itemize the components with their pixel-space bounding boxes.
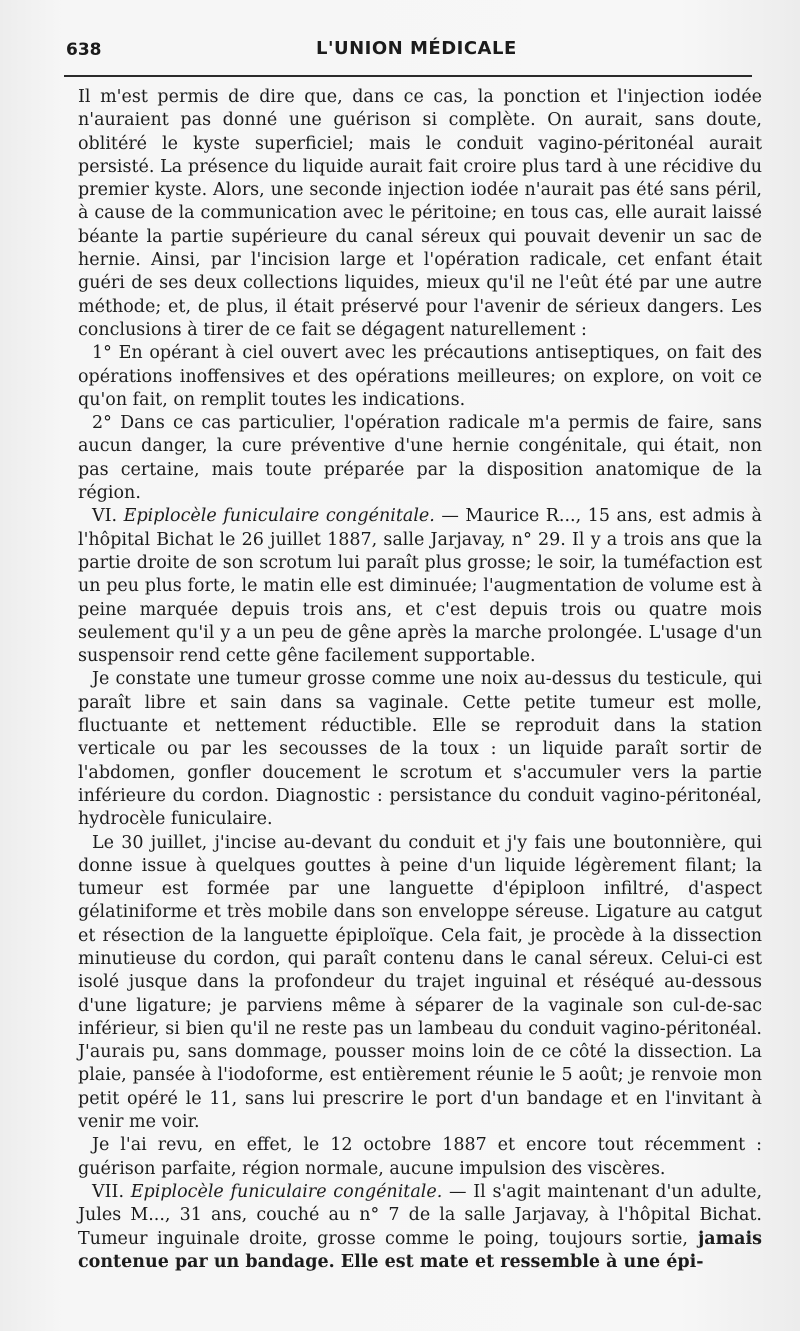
case-text-bold: jamais contenue par un bandage. Elle est mate et ressemble à une épi- [78,1228,762,1272]
paragraph: Le 30 juillet, j'incise au-devant du conduit et j'y fais une boutonnière, qui donne issue à quelques gouttes à peine d'un liquide légèrement filant; la tumeur est formée par une languette d'épiploon infiltré, d'aspect gélatiniforme et très mobile dans son enveloppe séreuse. Ligature au catgut et résection de la languette épiploïque. Cela fait, je procède à la dissection minutieuse du cordon, qui paraît contenu dans le canal séreux. Celui-ci est isolé jusque dans la profondeur du trajet inguinal et réséqué au-dessous d'une ligature; je parviens même à séparer de la vaginale son cul-de-sac inférieur, si bien qu'il ne reste pas un lambeau du conduit vagino-péritonéal. J'aurais pu, sans dommage, pousser moins loin de ce côté la dissection. La plaie, pansée à l'iodoforme, est entièrement réunie le 5 août; je renvoie mon petit opéré le 11, sans lui prescrire le port d'un bandage et en l'invitant à venir me voir. [78,832,762,1133]
case-text: — Il s'agit maintenant d'un adulte, Jules M..., 31 ans, couché au n° 7 de la salle Jarjavay, à l'hôpital Bichat. Tumeur inguinale droite, grosse comme le poing, toujours sortie, [78,1181,763,1249]
journal-title: L'UNION MÉDICALE [316,38,517,59]
article-body [78,86,762,1274]
case-number: VII. [92,1181,131,1202]
case-title: Epiplocèle funiculaire congénitale. [130,1181,443,1202]
paragraph: Je l'ai revu, en effet, le 12 octobre 1887 et encore tout récemment : guérison parfaite, région normale, aucune impulsion des viscères. [78,1135,762,1179]
paragraph: Il m'est permis de dire que, dans ce cas, la ponction et l'injection iodée n'auraient pas donné une guérison si complète. On aurait, sans doute, oblitéré le kyste superficiel; mais le conduit vagino-péritonéal aurait persisté. La présence du liquide aurait fait croire plus tard à une récidive du premier kyste. Alors, une seconde injection iodée n'aurait pas été sans péril, à cause de la communication avec le péritoine; en tous cas, elle aurait laissé béante la partie supérieure du canal séreux qui pouvait devenir un sac de hernie. Ainsi, par l'incision large et l'opération radicale, cet enfant était guéri de ses deux collections liquides, mieux qu'il ne l'eût été par une autre méthode; et, de plus, il était préservé pour l'avenir de sérieux dangers. Les conclusions à tirer de ce fait se dégagent naturellement : [78,87,762,340]
case-6-paragraph [78,505,762,668]
paragraph: Je constate une tumeur grosse comme une noix au-dessus du testicule, qui paraît libre et sain dans sa vaginale. Cette petite tumeur est molle, fluctuante et nettement réductible. Elle se reproduit dans la station verticale ou par les secousses de la toux : un liquide paraît sortir de l'abdomen, gonfler doucement le scrotum et s'accumuler vers la partie inférieure du cordon. Diagnostic : persistance du conduit vagino-péritonéal, hydrocèle funiculaire. [78,669,762,830]
page-number: 638 [66,40,102,60]
case-number: VI. [92,506,124,527]
paragraph: 1° En opérant à ciel ouvert avec les précautions antiseptiques, on fait des opérations inoffensives et des opérations meilleures; on explore, on voit ce qu'on fait, on remplit toutes les indications. [78,343,762,410]
header-rule [64,75,752,77]
case-7-paragraph [78,1181,762,1274]
paragraph: 2° Dans ce cas particulier, l'opération radicale m'a permis de faire, sans aucun danger, la cure préventive d'une hernie congénitale, qui était, non pas certaine, mais toute préparée par la disposition anatomique de la région. [78,413,762,504]
page-header [66,36,752,72]
case-text: — Maurice R..., 15 ans, est admis à l'hôpital Bichat le 26 juillet 1887, salle Jarjavay, n° 29. Il y a trois ans que la partie droite de son scrotum lui paraît plus grosse; le soir, la tuméfaction est un peu plus forte, le matin elle est diminuée; l'augmentation de volume est à peine marquée depuis trois ans, et c'est depuis trois ou quatre mois seulement qu'il y a un peu de gêne après la marche prolongée. L'usage d'un suspensoir rend cette gêne facilement supportable. [78,506,762,667]
case-title: Epiplocèle funiculaire congénitale. [123,506,435,527]
